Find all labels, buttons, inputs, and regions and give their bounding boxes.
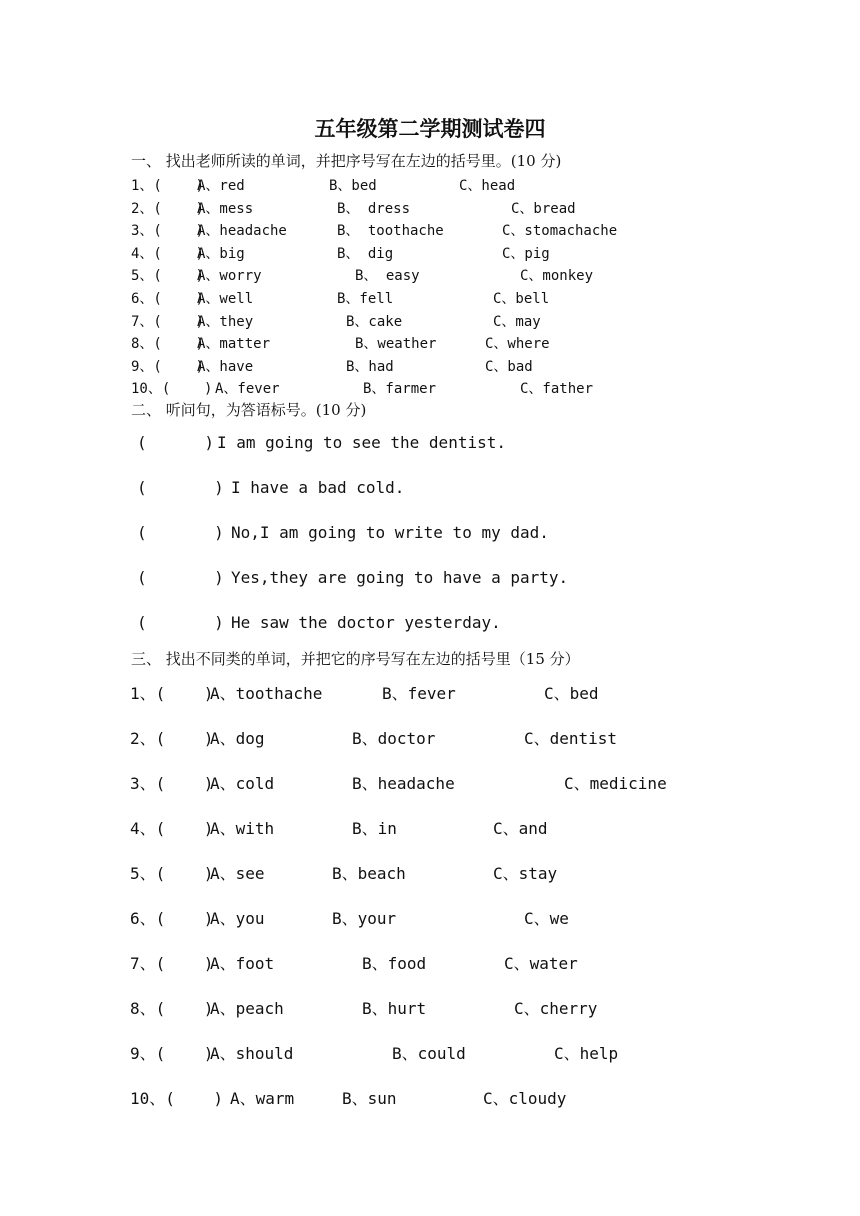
option-b: B、fell <box>337 291 394 307</box>
option-a: A、fever <box>215 381 280 397</box>
option-b: B、farmer <box>363 381 437 397</box>
option-c: C、bed <box>544 684 599 703</box>
option-c: C、cloudy <box>483 1089 567 1108</box>
list-item <box>130 1086 567 1181</box>
option-a: A、should <box>210 1044 294 1063</box>
item-number: 7、( ) <box>131 314 205 330</box>
option-a: A、toothache <box>210 684 323 703</box>
section-3-heading: 三、 找出不同类的单词，并把它的序号写在左边的括号里（15 分） <box>131 650 580 668</box>
option-b: B、doctor <box>352 729 436 748</box>
option-c: C、medicine <box>564 774 667 793</box>
option-b: B、in <box>352 819 397 838</box>
item-number: 2、( ) <box>130 729 214 748</box>
option-c: C、father <box>520 381 594 397</box>
option-b: B、headache <box>352 774 455 793</box>
option-a: A、red <box>197 178 245 194</box>
option-c: C、head <box>459 178 516 194</box>
option-b: B、sun <box>342 1089 397 1108</box>
option-c: C、stomachache <box>502 223 618 239</box>
answer-sentence: No,I am going to write to my dad. <box>231 523 549 542</box>
option-a: A、have <box>197 359 254 375</box>
option-b: B、 toothache <box>337 223 444 239</box>
item-number: 7、( ) <box>130 954 214 973</box>
option-a: A、cold <box>210 774 275 793</box>
item-number: 6、( ) <box>131 291 205 307</box>
item-number: 10、( ) <box>131 381 213 397</box>
item-number: 8、( ) <box>130 999 214 1018</box>
option-b: B、cake <box>346 314 403 330</box>
option-c: C、we <box>524 909 569 928</box>
option-a: A、worry <box>197 268 262 284</box>
item-number: 4、( ) <box>130 819 214 838</box>
option-a: A、peach <box>210 999 284 1018</box>
answer-sentence: Yes,they are going to have a party. <box>231 568 569 587</box>
answer-blank: ( ) <box>137 613 224 632</box>
answer-blank: ( ) <box>137 568 224 587</box>
item-number: 9、( ) <box>130 1044 214 1063</box>
option-a: A、you <box>210 909 265 928</box>
option-c: C、bad <box>485 359 533 375</box>
item-number: 1、( ) <box>130 684 214 703</box>
item-number: 9、( ) <box>131 359 205 375</box>
option-c: C、dentist <box>524 729 618 748</box>
item-number: 6、( ) <box>130 909 214 928</box>
option-b: B、could <box>392 1044 466 1063</box>
option-a: A、they <box>197 314 254 330</box>
section-1-heading: 一、 找出老师所读的单词，并把序号写在左边的括号里。(10 分) <box>131 152 562 170</box>
option-b: B、food <box>362 954 427 973</box>
option-a: A、dog <box>210 729 265 748</box>
option-b: B、weather <box>355 336 437 352</box>
option-a: A、warm <box>230 1089 295 1108</box>
section-2-heading: 二、 听问句，为答语标号。(10 分) <box>131 401 367 419</box>
item-number: 8、( ) <box>131 336 205 352</box>
item-number: 2、( ) <box>131 201 205 217</box>
item-number: 1、( ) <box>131 178 205 194</box>
item-number: 5、( ) <box>130 864 214 883</box>
option-a: A、foot <box>210 954 275 973</box>
item-number: 3、( ) <box>130 774 214 793</box>
option-b: B、your <box>332 909 397 928</box>
answer-sentence: I have a bad cold. <box>231 478 405 497</box>
option-c: C、stay <box>493 864 558 883</box>
option-b: B、 dress <box>337 201 411 217</box>
option-c: C、help <box>554 1044 619 1063</box>
option-c: C、where <box>485 336 550 352</box>
option-b: B、beach <box>332 864 406 883</box>
option-b: B、fever <box>382 684 456 703</box>
option-a: A、with <box>210 819 275 838</box>
option-c: C、monkey <box>520 268 594 284</box>
answer-blank: ( ) <box>137 523 224 542</box>
page-title: 五年级第二学期测试卷四 <box>314 116 546 141</box>
option-b: B、 dig <box>337 246 394 262</box>
item-number: 10、( ) <box>130 1089 224 1108</box>
answer-sentence: I am going to see the dentist. <box>217 433 506 452</box>
option-a: A、see <box>210 864 265 883</box>
answer-sentence: He saw the doctor yesterday. <box>231 613 501 632</box>
answer-blank: ( ) <box>137 433 215 452</box>
option-c: C、and <box>493 819 548 838</box>
option-a: A、big <box>197 246 245 262</box>
option-b: B、had <box>346 359 394 375</box>
option-c: C、cherry <box>514 999 598 1018</box>
option-c: C、pig <box>502 246 550 262</box>
item-number: 3、( ) <box>131 223 205 239</box>
option-a: A、well <box>197 291 254 307</box>
option-b: B、 easy <box>355 268 420 284</box>
option-c: C、bell <box>493 291 550 307</box>
item-number: 4、( ) <box>131 246 205 262</box>
option-c: C、bread <box>511 201 576 217</box>
answer-blank: ( ) <box>137 478 224 497</box>
option-a: A、headache <box>197 223 287 239</box>
option-c: C、may <box>493 314 541 330</box>
option-b: B、hurt <box>362 999 427 1018</box>
item-number: 5、( ) <box>131 268 205 284</box>
option-b: B、bed <box>329 178 377 194</box>
option-a: A、matter <box>197 336 271 352</box>
option-c: C、water <box>504 954 578 973</box>
option-a: A、mess <box>197 201 254 217</box>
